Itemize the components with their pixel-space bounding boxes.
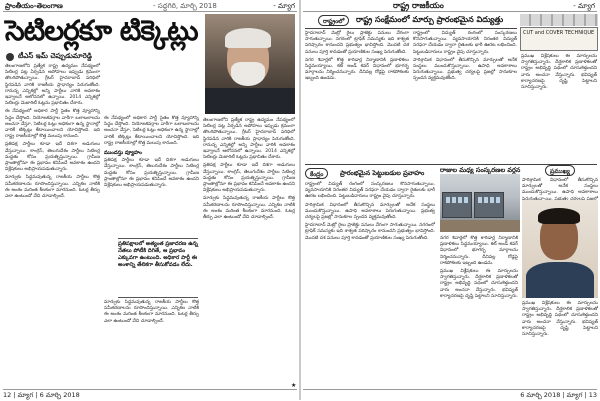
article-byline: టీఎస్ ఇమ్ చెప్పుడుమారెడ్డి <box>18 52 92 60</box>
ad-caption: CUT and COVER TECHNIQUE <box>520 27 598 51</box>
paragraph: మార్పుకు సిద్ధమవుతున్న రాజకీయ పార్టీలు కొత్త సమీకరణాలను రూపొందిస్తున్నాయి. ఎన్నికల నాటికి ఈ అంశం మరింత కీలకంగా మారనుంది. ఓటర్ల తీర్పు ఎలా ఉంటుందో వేచి చూడాల్సిందే. <box>203 196 295 221</box>
paragraph: మార్పుకు సిద్ధమవుతున్న రాజకీయ పార్టీలు కొత్త సమీకరణాలను రూపొందిస్తున్నాయి. ఎన్నికల నాటికి ఈ అంశం మరింత కీలకంగా మారనుంది. ఓటర్ల తీర్పు ఎలా ఉంటుందో వేచి చూడాల్సిందే. <box>5 175 100 200</box>
paragraph: రాష్ట్రంలో విద్యుత్ రంగంలో సంస్కరణలు కొనసాగుతున్నాయి. వ్యవసాయానికి నిరంతర విద్యుత్ సరఫరా చేయడం ద్వారా రైతులకు భారీ ఊరట లభించింది. పెట్టుబడిదారులు రాష్ట్రం వైపు చూస్తున్నారు. <box>305 182 435 200</box>
paragraph: హైదరాబాద్ మెట్రో రైలు ప్రాజెక్టు పనులు వేగంగా సాగుతున్నాయి. నగరంలో ట్రాఫిక్ సమస్యకు ఇది శాశ్వత పరిష్కారం కానుందని ప్రభుత్వం భావిస్తోంది. మొదటి దశ పనులు పూర్తి కావడంతో ప్రయాణికుల సంఖ్య పెరుగుతోంది. <box>305 223 435 241</box>
left-page-tag: - మ్యాగ <box>273 2 295 10</box>
person-portrait <box>522 200 598 298</box>
paragraph: ప్రతిపక్ష పార్టీలు కూడా ఇదే దిశగా అడుగులు వేస్తున్నాయి. కాంగ్రెస్, తెలుగుదేశం పార్టీలు సెటిలర్ల మద్దతు కోసం ప్రయత్నిస్తున్నాయి. గ్రామీణ ప్రాంతాల్లోనూ ఈ ప్రభావం కనిపించే అవకాశం ఉందని విశ్లేషకులు అభిప్రాయపడుతున్నారు. <box>203 163 295 194</box>
paragraph: ఈ నేపథ్యంలో అధికార పార్టీ సైతం కొత్త వ్యూహాన్ని సిద్ధం చేస్తోంది. నియోజకవర్గాల వారీగా బలాబలాలను అంచనా వేస్తూ, సెటిలర్ల ఓట్లు అధికంగా ఉన్న స్థానాల్లో వారికే టిక్కెట్లు కేటాయించాలని యోచిస్తోంది. ఇది రాష్ట్ర రాజకీయాల్లో కొత్త మలుపు కానుంది. <box>5 109 100 140</box>
subheading: ముందస్తు వ్యూహం <box>104 150 142 157</box>
article-headline: సెటిలర్లకూ టిక్కెట్లు <box>5 14 198 47</box>
paragraph: నగర శివార్లలో కొత్త కారిడార్ల నిర్మాణానికి ప్రణాళికలు సిద్ధమయ్యాయి. కట్ అండ్ కవర్ విధానంలో భూగర్భ మార్గాలను నిర్మించనున్నారు. దీనివల్ల రోడ్లపై రాకపోకలకు ఇబ్బంది ఉండదు. <box>305 57 409 82</box>
right-page-header <box>303 0 597 12</box>
main-heading: రాష్ట్ర సంక్షేమంలో మార్పు ప్రారంభమైన విద్యుత్తు <box>356 15 504 24</box>
politician-photo <box>205 14 295 114</box>
left-page-header <box>3 0 297 12</box>
ad-image <box>520 14 598 26</box>
bullet-icon <box>6 53 14 61</box>
page-gutter <box>299 0 301 400</box>
section-tag: కేంద్రం <box>305 168 328 179</box>
paragraph: తెలంగాణలోని ప్రత్యేక రాష్ట్ర ఉద్యమం నేపథ్యంలో సెటిలర్ల పట్ల ఏర్పడిన అపోహలు ఇప్పుడు క్రమంగా తొలగిపోతున్నాయి. గ్రేటర్ హైదరాబాద్ పరిధిలో స్థిరపడిన వారికి రాజకీయ ప్రాధాన్యం పెరుగుతోంది. రానున్న ఎన్నికల్లో అన్ని పార్టీలు వారికి అవకాశం ఇవ్వాలనే ఆలోచనలో ఉన్నాయి. 2014 ఎన్నికల్లో సెటిలర్లు మెజారిటీ ఓట్లను ప్రభావితం చేశారు. <box>5 64 100 107</box>
section-tag: రాష్ట్రంలో <box>318 15 349 26</box>
paragraph: ప్రముఖ విశ్లేషకులు ఈ మార్పులను స్వాగతిస్తున్నారు. దీర్ఘకాలిక ప్రణాళికలతో రాష్ట్రం అభివృద్ధి పథంలో దూసుకెళ్తుందని వారు అంచనా వేస్తున్నారు. భవిష్యత్ కార్యాచరణపై దృష్టి పెట్టాలని సూచిస్తున్నారు. <box>521 54 597 91</box>
paragraph: పారిశ్రామిక విధానంలో తీసుకొచ్చిన మార్పులతో అనేక సంస్థలు ముందుకొస్తున్నాయి. ఉపాధి అవకాశాలు <box>522 178 598 196</box>
right-page-tag: - మ్యాగ <box>573 2 595 10</box>
paragraph: తెలంగాణలోని ప్రత్యేక రాష్ట్ర ఉద్యమం నేపథ్యంలో సెటిలర్ల పట్ల ఏర్పడిన అపోహలు ఇప్పుడు క్రమంగా తొలగిపోతున్నాయి. గ్రేటర్ హైదరాబాద్ పరిధిలో స్థిరపడిన వారికి రాజకీయ ప్రాధాన్యం పెరుగుతోంది. రానున్న ఎన్నికల్లో అన్ని పార్టీలు వారికి అవకాశం ఇవ్వాలనే ఆలోచనలో ఉన్నాయి. 2014 ఎన్నికల్లో సెటిలర్లు మెజారిటీ ఓట్లను ప్రభావితం చేశారు. <box>203 118 295 161</box>
right-column-2 <box>413 31 517 161</box>
sub-heading-2: రాజుల మధ్య సంస్కరణల వర్ధన <box>440 166 521 174</box>
right-column-5 <box>440 236 518 382</box>
left-section-label: ప్రాంతీయం-తెలంగాణ <box>5 2 63 10</box>
paragraph: పారిశ్రామిక విధానంలో తీసుకొచ్చిన మార్పులతో అనేక సంస్థలు ముందుకొస్తున్నాయి. ఉపాధి అవకాశాలు పెరుగుతున్నాయి. ప్రభుత్వ చర్యలపై ప్రజల్లో సానుకూల స్పందన వ్యక్తమవుతోంది. <box>413 57 517 82</box>
section-tag: ప్రముఖ్య <box>545 165 575 176</box>
sub-heading: ప్రారంభమైన పెట్టుబడుల ప్రవాహం <box>340 169 425 177</box>
left-column-2b <box>104 300 199 380</box>
paragraph: నగర శివార్లలో కొత్త కారిడార్ల నిర్మాణానికి ప్రణాళికలు సిద్ధమయ్యాయి. కట్ అండ్ కవర్ విధానంలో భూగర్భ మార్గాలను నిర్మించనున్నారు. దీనివల్ల రోడ్లపై రాకపోకలకు ఇబ్బంది ఉండదు. <box>440 236 518 266</box>
right-column-7 <box>522 301 598 383</box>
paragraph: ప్రతిపక్ష పార్టీలు కూడా ఇదే దిశగా అడుగులు వేస్తున్నాయి. కాంగ్రెస్, తెలుగుదేశం పార్టీలు సెటిలర్ల మద్దతు కోసం ప్రయత్నిస్తున్నాయి. గ్రామీణ ప్రాంతాల్లోనూ ఈ ప్రభావం కనిపించే అవకాశం ఉందని విశ్లేషకులు అభిప్రాయపడుతున్నారు. <box>5 142 100 173</box>
right-column-6 <box>522 178 598 198</box>
paragraph: ప్రముఖ విశ్లేషకులు ఈ మార్పులను స్వాగతిస్తున్నారు. దీర్ఘకాలిక ప్రణాళికలతో రాష్ట్రం అభివృద్ధి పథంలో దూసుకెళ్తుందని వారు అంచనా వేస్తున్నారు. భవిష్యత్ కార్యాచరణపై దృష్టి పెట్టాలని సూచిస్తున్నారు. <box>522 301 598 338</box>
right-section-label: రాష్ట్ర రాజకీయం <box>393 1 444 10</box>
star-icon: ★ <box>291 382 297 389</box>
paragraph: మార్పుకు సిద్ధమవుతున్న రాజకీయ పార్టీలు కొత్త సమీకరణాలను రూపొందిస్తున్నాయి. ఎన్నికల నాటికి ఈ అంశం మరింత కీలకంగా మారనుంది. ఓటర్ల తీర్పు ఎలా ఉంటుందో వేచి చూడాల్సిందే. <box>104 300 199 324</box>
right-page-footer: 6 మార్చి 2018 | మ్యాగ | 13 <box>303 389 597 400</box>
paragraph: హైదరాబాద్ మెట్రో రైలు ప్రాజెక్టు పనులు వేగంగా సాగుతున్నాయి. నగరంలో ట్రాఫిక్ సమస్యకు ఇది శాశ్వత పరిష్కారం కానుందని ప్రభుత్వం భావిస్తోంది. మొదటి దశ పనులు పూర్తి కావడంతో ప్రయాణికుల సంఖ్య పెరుగుతోంది. <box>305 31 409 55</box>
right-column-4 <box>305 182 435 382</box>
left-column-2 <box>104 116 199 236</box>
paragraph: ప్రముఖ విశ్లేషకులు ఈ మార్పులను స్వాగతిస్తున్నారు. దీర్ఘకాలిక ప్రణాళికలతో రాష్ట్రం అభివృద్ధి పథంలో దూసుకెళ్తుందని వారు అంచనా వేస్తున్నారు. భవిష్యత్ కార్యాచరణపై దృష్టి పెట్టాలని సూచిస్తున్నారు. <box>440 269 518 299</box>
left-column-3 <box>203 118 295 380</box>
pull-quote: ప్రతిపక్షాలలో అత్యంత ప్రజాదరణ ఉన్న నేతలు పోటీకి దిగితే, ఆ ప్రభావం ఎక్కువగా ఉంటుంది. అధికార పార్టీ ఈ అంశాన్ని తేలికగా తీసుకోవడం లేదు. <box>118 238 198 298</box>
right-column-3 <box>521 54 597 161</box>
right-column-1 <box>305 31 409 161</box>
left-page-footer: 12 | మ్యాగ | 6 మార్చి 2018 <box>3 389 297 400</box>
left-column-1 <box>5 64 100 380</box>
paragraph: ఈ నేపథ్యంలో అధికార పార్టీ సైతం కొత్త వ్యూహాన్ని సిద్ధం చేస్తోంది. నియోజకవర్గాల వారీగా బలాబలాలను అంచనా వేస్తూ, సెటిలర్ల ఓట్లు అధికంగా ఉన్న స్థానాల్లో వారికే టిక్కెట్లు కేటాయించాలని యోచిస్తోంది. ఇది రాష్ట్ర రాజకీయాల్లో కొత్త మలుపు కానుంది. <box>104 116 199 146</box>
paragraph: పారిశ్రామిక విధానంలో తీసుకొచ్చిన మార్పులతో అనేక సంస్థలు ముందుకొస్తున్నాయి. ఉపాధి అవకాశాలు పెరుగుతున్నాయి. ప్రభుత్వ చర్యలపై ప్రజల్లో సానుకూల స్పందన వ్యక్తమవుతోంది. <box>305 202 435 221</box>
paragraph: ప్రతిపక్ష పార్టీలు కూడా ఇదే దిశగా అడుగులు వేస్తున్నాయి. కాంగ్రెస్, తెలుగుదేశం పార్టీలు సెటిలర్ల మద్దతు కోసం ప్రయత్నిస్తున్నాయి. గ్రామీణ ప్రాంతాల్లోనూ ఈ ప్రభావం కనిపించే అవకాశం ఉందని విశ్లేషకులు అభిప్రాయపడుతున్నారు. <box>104 158 199 189</box>
left-edition-date: - సద్దగిరి, మార్చి 2018 <box>153 2 217 10</box>
paragraph: రాష్ట్రంలో విద్యుత్ రంగంలో సంస్కరణలు కొనసాగుతున్నాయి. వ్యవసాయానికి నిరంతర విద్యుత్ సరఫరా చేయడం ద్వారా రైతులకు భారీ ఊరట లభించింది. పెట్టుబడిదారులు రాష్ట్రం వైపు చూస్తున్నారు. <box>413 31 517 55</box>
metro-train-photo <box>440 174 520 232</box>
divider <box>305 28 517 29</box>
